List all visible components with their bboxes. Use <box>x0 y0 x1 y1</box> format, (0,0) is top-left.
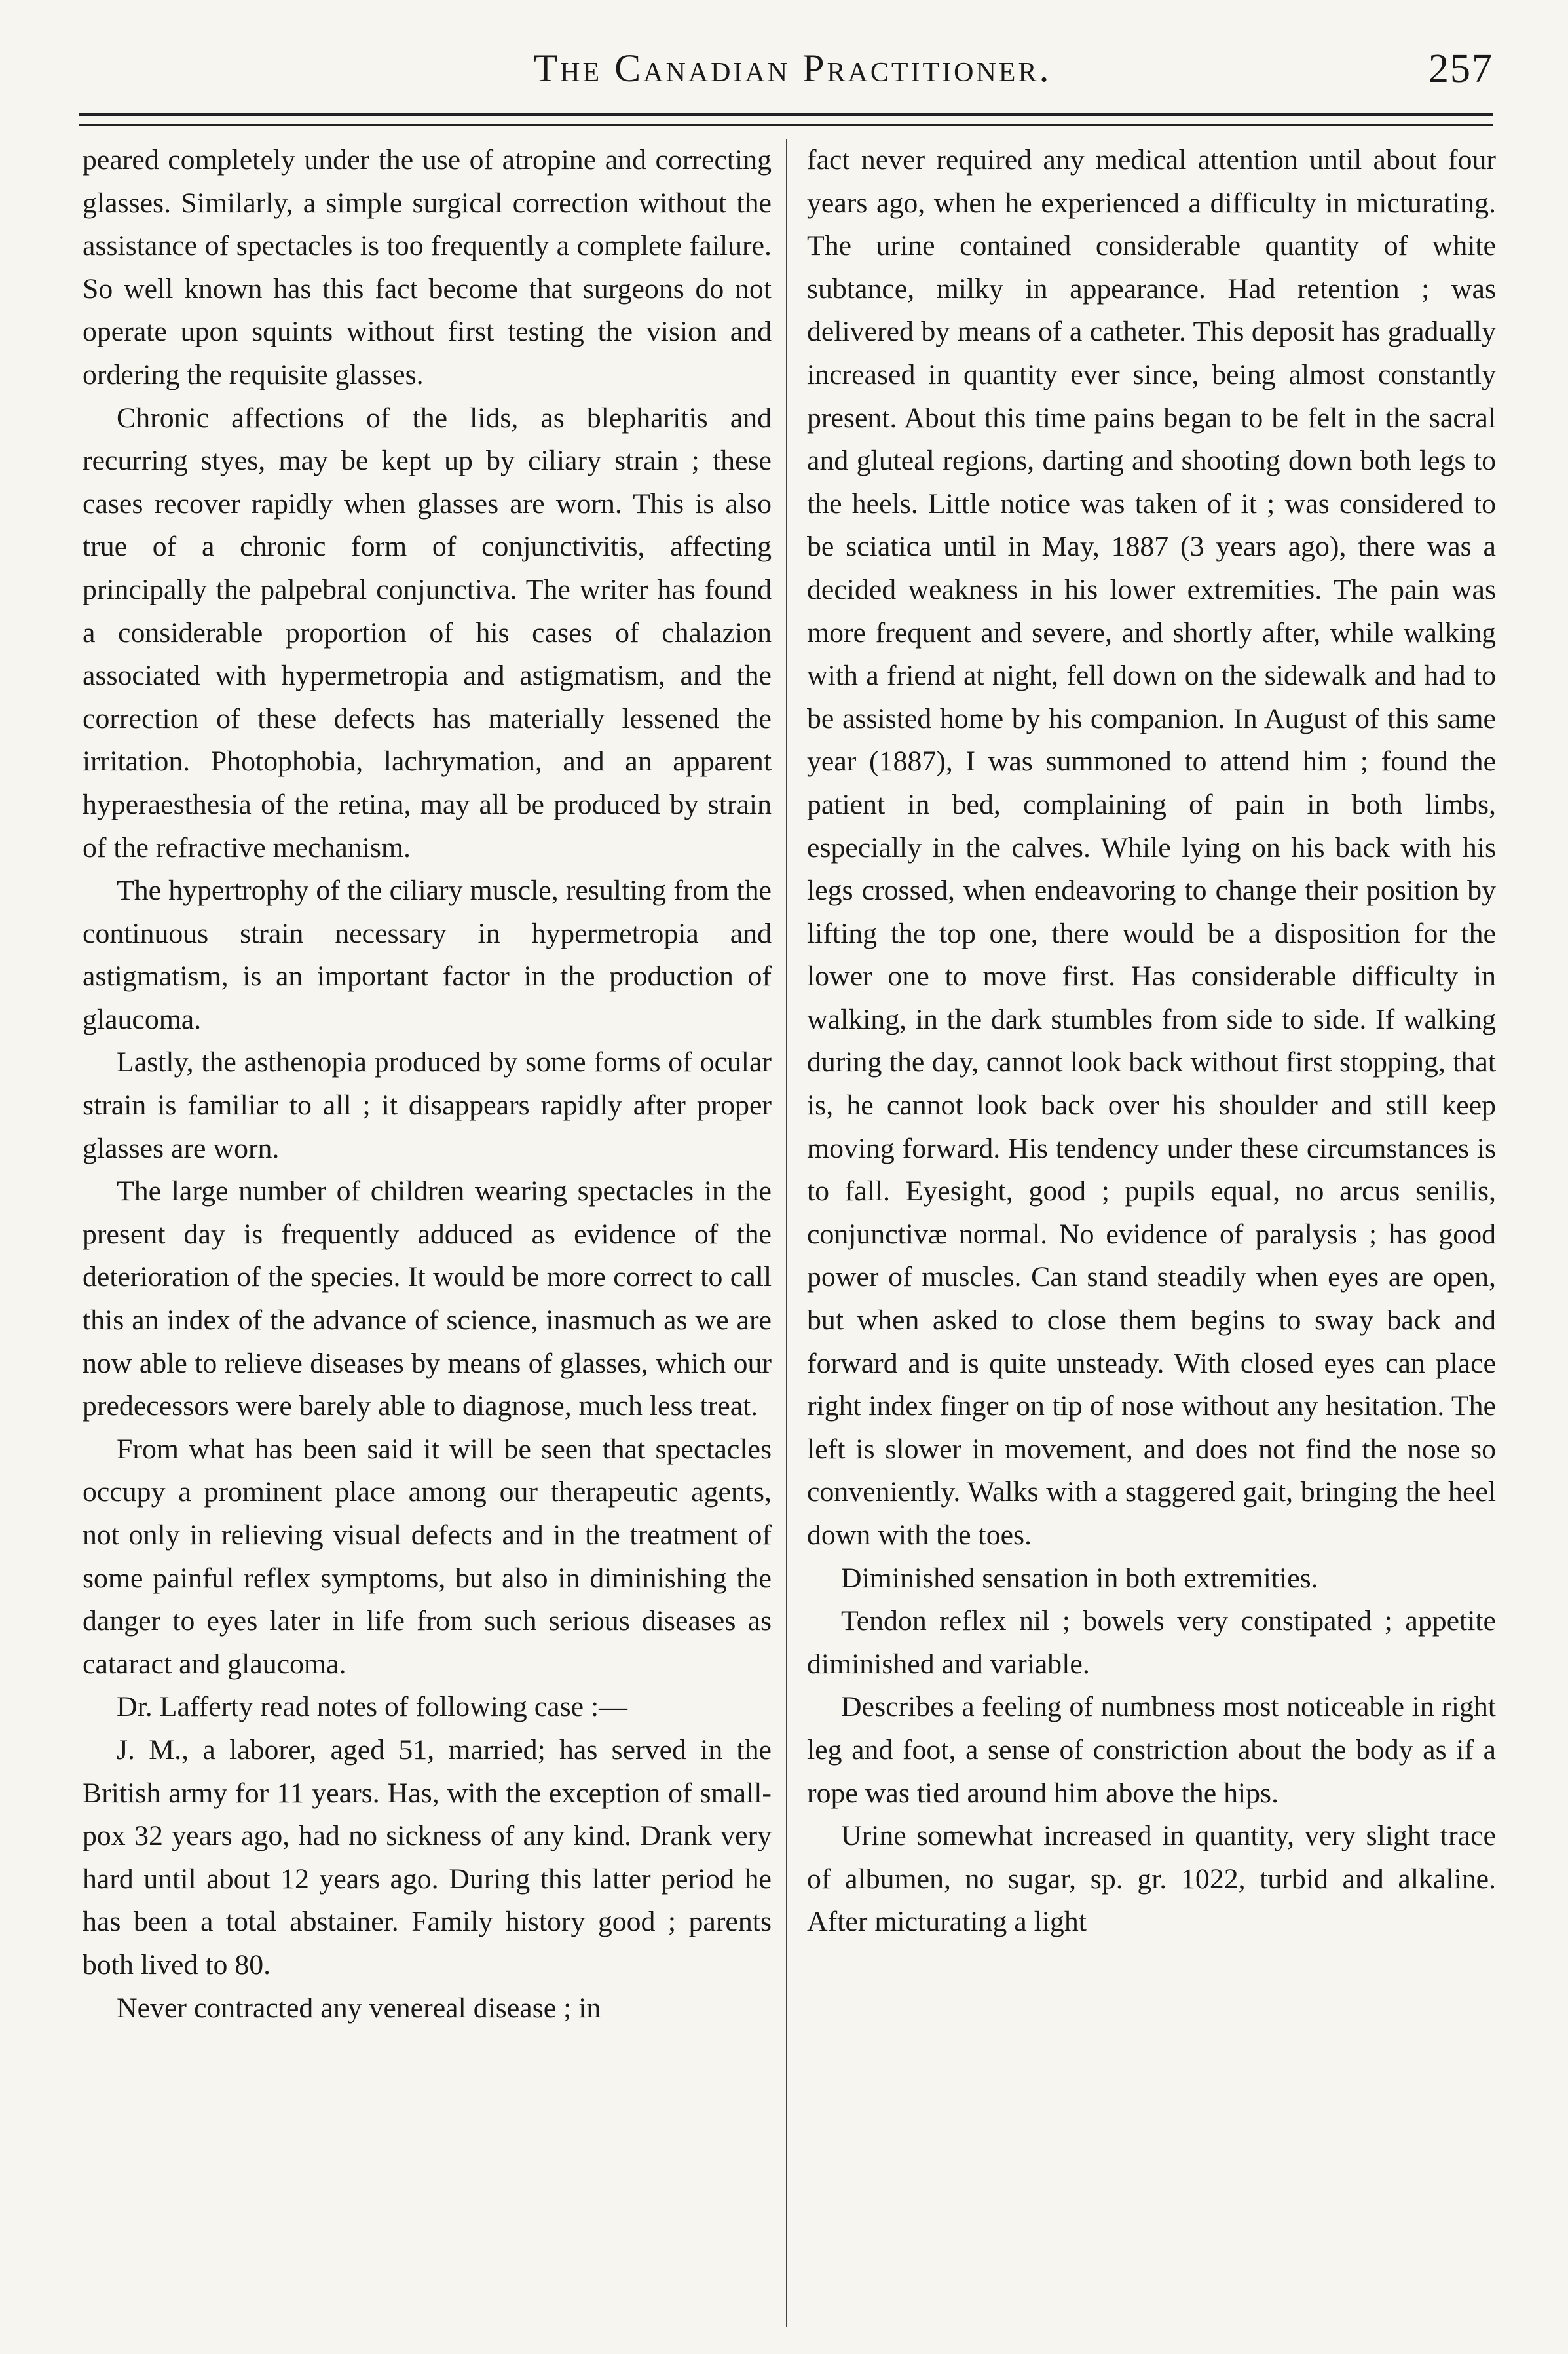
paragraph: J. M., a laborer, aged 51, married; has served in the British army for 11 years. Has, with the exception of small-pox 32 years ago, had no sickness of any kind. Drank very hard until about 12 years ago. During this latter period he has been a total abstainer. Family history good ; parents both lived to 80. <box>83 1734 772 1981</box>
paragraph: From what has been said it will be seen that spectacles occupy a prominent place among our therapeutic agents, not only in relieving visual defects and in the treatment of some painful reflex symptoms, but also in diminishing the danger to eyes later in life from such serious diseases as cataract and glaucoma. <box>83 1433 772 1680</box>
left-column <box>83 139 772 2321</box>
paragraph: Never contracted any venereal disease ; in <box>117 1992 601 2024</box>
paragraph: Lastly, the asthenopia produced by some forms of ocular strain is familiar to all ; it disappears rapidly after proper glasses are worn. <box>83 1046 772 1164</box>
paragraph: The large number of children wearing spectacles in the present day is frequently adduced as evidence of the deterioration of the species. It would be more correct to call this an index of the advance of science, inasmuch as we are now able to relieve diseases by means of glasses, which our predecessors were barely able to diagnose, much less treat. <box>83 1175 772 1422</box>
paragraph: The hypertrophy of the ciliary muscle, resulting from the continuous strain necessary in hypermetropia and astigmatism, is an important factor in the production of glaucoma. <box>83 875 772 1035</box>
column-divider <box>786 139 787 2327</box>
paragraph: Describes a feeling of numbness most noticeable in right leg and foot, a sense of constriction about the body as if a rope was tied around him above the hips. <box>807 1691 1496 1809</box>
header-rule-thin <box>79 124 1493 126</box>
paragraph: Diminished sensation in both extremities. <box>841 1562 1318 1594</box>
page-header <box>79 39 1493 111</box>
page-number: 257 <box>1428 47 1493 91</box>
paragraph: fact never required any medical attention until about four years ago, when he experienced a difficulty in micturating. The urine contained considerable quantity of white subtance, milky in appearance. Had retention ; was delivered by means of a catheter. This deposit has gradually increased in quantity ever since, being almost constantly present. About this time pains began to be felt in the sacral and gluteal regions, darting and shooting down both legs to the heels. Little notice was taken of it ; was considered to be sciatica until in May, 1887 (3 years ago), there was a decided weakness in his lower extremities. The pain was more frequent and severe, and shortly after, while walking with a friend at night, fell down on the sidewalk and had to be assisted home by his companion. In August of this same year (1887), I was summoned to attend him ; found the patient in bed, complaining of pain in both limbs, especially in the calves. While lying on his back with his legs crossed, when endeavoring to change their position by lifting the top one, there would be a disposition for the lower one to move first. Has considerable difficulty in walking, in the dark stumbles from side to side. If walking during the day, cannot look back without first stopping, that is, he cannot look back over his shoulder and still keep moving forward. His tendency under these circumstances is to fall. Eyesight, good ; pupils equal, no arcus senilis, conjunctivæ normal. No evidence of paralysis ; has good power of muscles. Can stand steadily when eyes are open, but when asked to close them begins to sway back and forward and is quite unsteady. With closed eyes can place right index finger on tip of nose without any hesitation. The left is slower in movement, and does not find the nose so conveniently. Walks with a staggered gait, bringing the heel down with the toes. <box>807 144 1496 1551</box>
paragraph: peared completely under the use of atropine and correcting glasses. Similarly, a simple surgical correction without the assistance of spectacles is too frequently a complete failure. So well known has this fact become that surgeons do not operate upon squints without first testing the vision and ordering the requisite glasses. <box>83 144 772 390</box>
paragraph: Tendon reflex nil ; bowels very constipated ; appetite diminished and variable. <box>807 1605 1496 1680</box>
paragraph: Chronic affections of the lids, as blepharitis and recurring styes, may be kept up by ciliary strain ; these cases recover rapidly when glasses are worn. This is also true of a chronic form of conjunctivitis, affecting principally the palpebral conjunctiva. The writer has found a considerable proportion of his cases of chalazion associated with hypermetropia and astigmatism, and the correction of these defects has materially lessened the irritation. Photophobia, lachrymation, and an apparent hyperaesthesia of the retina, may all be produced by strain of the refractive mechanism. <box>83 402 772 864</box>
right-column <box>807 139 1496 2321</box>
paragraph: Dr. Lafferty read notes of following case :— <box>117 1691 627 1723</box>
header-rule-thick <box>79 113 1493 116</box>
paragraph: Urine somewhat increased in quantity, very slight trace of albumen, no sugar, sp. gr. 1022, turbid and alkaline. After micturating a light <box>807 1820 1496 1938</box>
running-head: The Canadian Practitioner. <box>533 47 1052 90</box>
